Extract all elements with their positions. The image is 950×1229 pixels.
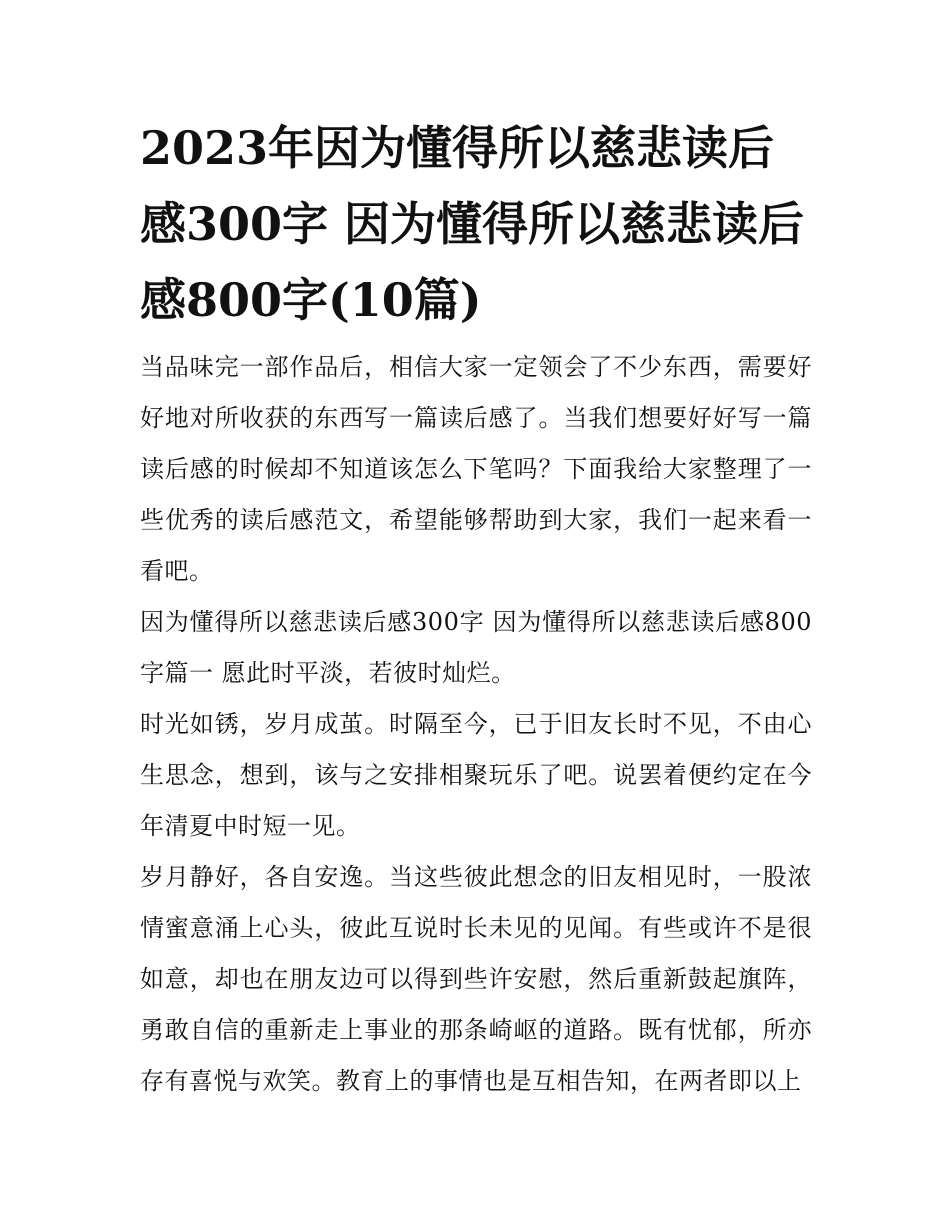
body-paragraph: 岁月静好，各自安逸。当这些彼此想念的旧友相见时，一股浓情蜜意涌上心头，彼此互说时长未见的见闻。有些或许不是很如意，却也在朋友边可以得到些许安慰，然后重新鼓起旗阵，勇敢自信的重新走上事业的那条崎岖的道路。既有忧郁，所亦存有喜悦与欢笑。教育上的事情也是互相告知，在两者即以上 (140, 863, 812, 1095)
document-page (140, 110, 812, 1107)
document-title: 2023年因为懂得所以慈悲读后感300字 因为懂得所以慈悲读后感800字(10篇) (140, 121, 805, 327)
body-paragraph: 时光如锈，岁月成茧。时隔至今，已于旧友长时不见，不由心生思念，想到，该与之安排相聚玩乐了吧。说罢着便约定在今年清夏中时短一见。 (140, 710, 812, 840)
intro-paragraph: 当品味完一部作品后，相信大家一定领会了不少东西，需要好好地对所收获的东西写一篇读后感了。当我们想要好好写一篇读后感的时候却不知道该怎么下笔吗？下面我给大家整理了一些优秀的读后感范文，希望能够帮助到大家，我们一起来看一看吧。 (140, 353, 812, 585)
section-heading-paragraph: 因为懂得所以慈悲读后感300字 因为懂得所以慈悲读后感800字篇一 愿此时平淡，若彼时灿烂。 (140, 608, 812, 687)
